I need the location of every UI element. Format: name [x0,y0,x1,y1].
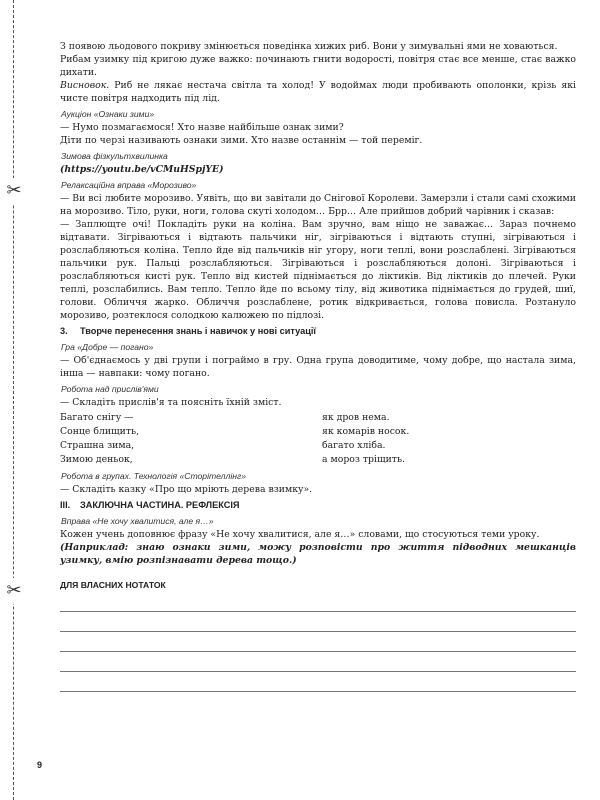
proverb-start: Сонце блищить, [60,426,140,437]
paragraph: Рибам узимку під кригою дуже важко: починають гнити водорості, повітря стає все менше, стає важко дихати. [60,54,576,78]
proverbs-heading: Робота над прислів'ями [61,384,159,394]
relax-paragraph: — Заплющте очі! Покладіть руки на коліна. Вам зручно, вам ніщо не заважає… Зараз почнемо відтавати. Зігріваються і відтають пальчики ніг, зігріваються і відтають ступні, зігріваються і розслабляються коліна. Тепло йде від пальчиків ніг угору, ноги теплі, вони розслаблені. Зігріваються пальчики рук. Пальці розслабляються. Зігріваються і розслабляються долоні. Зігріваються і розслабляються кисті рук. Тепло від кистей піднімається до ліктиків. Від ліктиків до плечей. Руки теплі, розслабились. Вам тепло. Тепло йде по всьому тілу, від животика піднімається до грудей, шиї, голови. Обличчя жарко. Обличчя розслаблене, ротик відкривається, голова повисла. Розтануло морозиво, розтеклося солодкою калюжею по підлозі. [60,219,576,321]
paragraph: З появою льодового покриву змінюється поведінка хижих риб. Вони у зимувальні ями не ховаються. [60,41,558,52]
note-line[interactable] [60,652,576,672]
note-line[interactable] [60,592,576,612]
groups-heading: Робота в групах. Технологія «Сторітеллінг» [61,471,246,481]
proverb-start: Страшна зима, [60,440,135,451]
proverb-end: як дров нема. [322,412,390,423]
final-section-heading [60,499,576,512]
auction-line: — Нумо позмагаємося! Хто назве найбільше ознак зими? [60,122,344,133]
conclusion-label: Висновок. [60,80,110,91]
relax-heading: Релаксаційна вправа «Морозиво» [61,180,197,190]
note-line[interactable] [60,672,576,692]
proverb-end: багато хліба. [322,440,386,451]
section-title: ЗАКЛЮЧНА ЧАСТИНА. РЕФЛЕКСІЯ [80,500,240,510]
page-content [60,40,576,692]
auction-heading: Аукціон «Ознаки зими» [61,109,155,119]
proverb-start: Зимою деньок, [60,454,133,465]
conclusion-paragraph [60,79,576,105]
proverb-start: Багато снігу — [60,412,134,423]
scissors-icon: ✂ [3,178,25,204]
proverbs-table [60,411,576,467]
proverbs-line: — Складіть прислів'я та поясніть їхній зміст. [60,397,282,408]
physical-heading: Зимова фізкультхвилинка [61,151,168,161]
section-title: Творче перенесення знань і навичок у нові ситуації [80,326,317,336]
exercise-line: Кожен учень доповнює фразу «Не хочу хвалитися, але я…» словами, що стосуються теми уроку. [60,529,540,540]
exercise-heading: Вправа «Не хочу хвалитися, але я…» [61,516,214,526]
section-number: 3. [60,326,68,336]
cut-line [13,0,14,800]
relax-paragraph: — Ви всі любите морозиво. Уявіть, що ви завітали до Сніговoї Королеви. Замерзли і стали самі схожими на морозиво. Тіло, руки, ноги, голова скуті холодом… Брр… Але прийшов добрий чарівник і сказав: [60,193,576,217]
section-3-heading [60,325,576,338]
auction-line: Діти по черзі називають ознаки зими. Хто назве останнім — той переміг. [60,135,423,146]
section-number: III. [60,500,71,510]
note-line[interactable] [60,612,576,632]
page-number: 9 [37,760,43,770]
scissors-icon: ✂ [3,578,25,604]
exercise-example: (Наприклад: знаю ознаки зими, можу розповісти про життя підводних мешканців узимку, вмію розпізнавати дерева тощо.) [60,542,576,566]
conclusion-text: Риб не лякає нестача світла та холод! У водоймах люди пробивають ополонки, крізь які чисте повітря надходить під лід. [60,80,576,104]
game-heading: Гра «Добре — погано» [61,342,154,352]
proverb-end: а мороз тріщить. [322,454,405,465]
notes-title: ДЛЯ ВЛАСНИХ НОТАТОК [60,580,166,590]
game-line: — Об'єднаємось у дві групи і пограймо в гру. Одна група доводитиме, чому добре, що настала зима, інша — навпаки: чому погано. [60,355,576,379]
video-link[interactable]: (https://youtu.be/vCMuHSpjYE) [60,164,224,175]
groups-line: — Складіть казку «Про що мріють дерева взимку». [60,484,313,495]
proverb-end: як комарів носок. [322,426,410,437]
note-line[interactable] [60,632,576,652]
